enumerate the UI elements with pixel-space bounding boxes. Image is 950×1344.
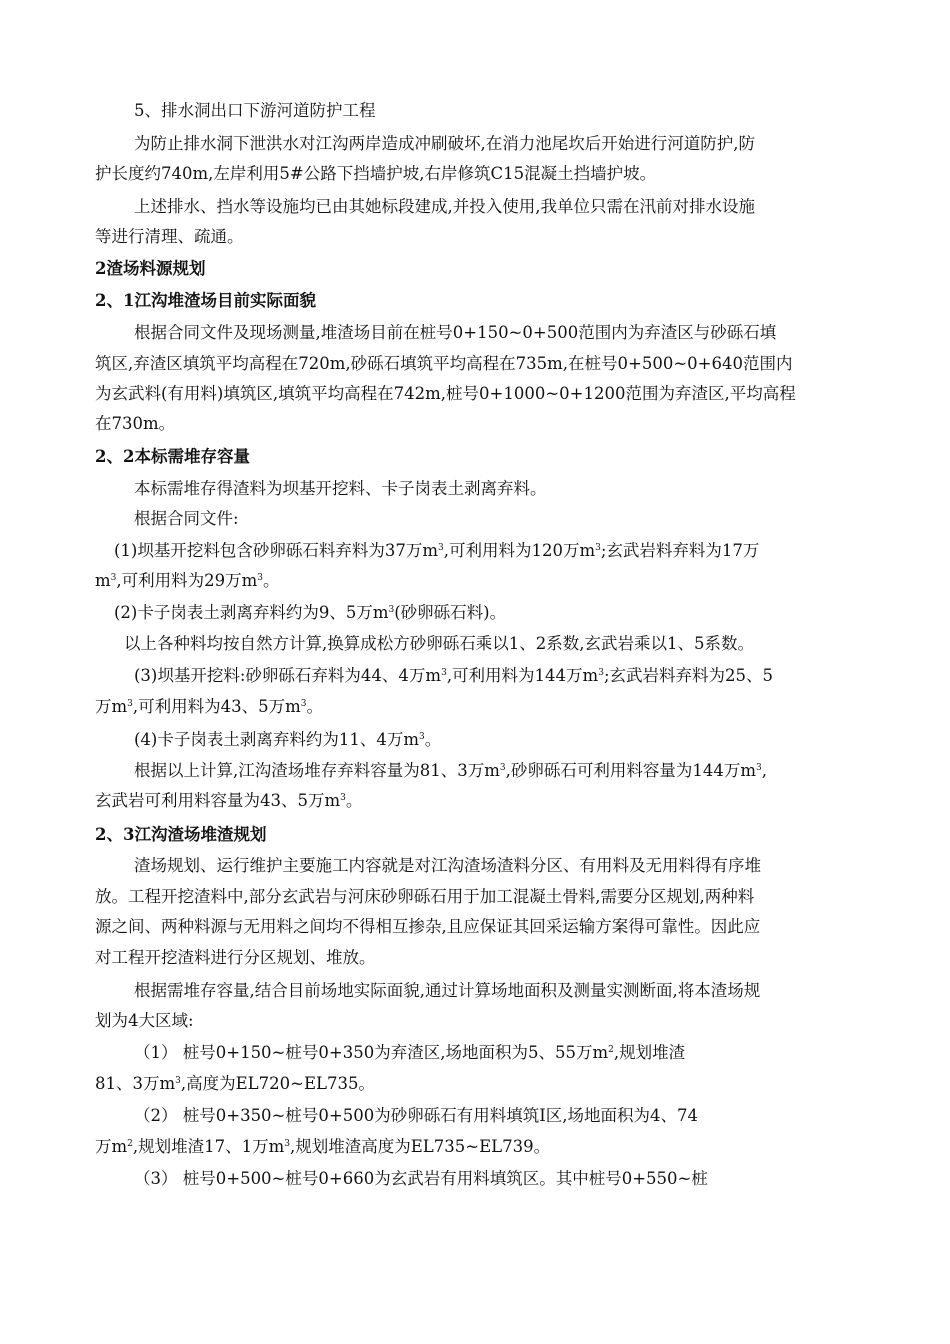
subsection-heading: 2、1江沟堆渣场目前实际面貌	[95, 291, 316, 310]
paragraph-line: 为防止排水洞下泄洪水对江沟两岸造成冲刷破坏,在消力池尾坎后开始进行河道防护,防	[134, 134, 755, 153]
zone-item-continuation: 81、3万$m^3$,高度为EL720~EL735。	[95, 1074, 375, 1093]
paragraph-line: 在730m。	[95, 414, 176, 433]
list-item: (4)卡子岗表土剥离弃料约为11、4万$m^3$。	[134, 730, 442, 749]
paragraph-line: 上述排水、挡水等设施均已由其她标段建成,并投入使用,我单位只需在汛前对排水设施	[134, 197, 755, 216]
paragraph-line: 源之间、两种料源与无用料之间均不得相互掺杂,且应保证其回采运输方案得可靠性。因此应	[95, 917, 761, 936]
zone-item: （1） 桩号0+150~桩号0+350为弃渣区,场地面积为5、55万$m^2$,规划堆渣	[134, 1043, 686, 1062]
paragraph-line: 玄武岩可利用料容量为43、5万$m^3$。	[95, 791, 363, 810]
paragraph-line: 根据合同文件:	[134, 509, 239, 528]
list-item-continuation: 万$m^3$,可利用料为43、5万$m^3$。	[95, 697, 324, 716]
paragraph-line: 根据需堆存容量,结合目前场地实际面貌,通过计算场地面积及测量实测断面,将本渣场规	[134, 981, 761, 1000]
section-heading-drainage-protection: 5、排水洞出口下游河道防护工程	[134, 101, 376, 120]
subsection-heading: 2、3江沟渣场堆渣规划	[95, 825, 267, 844]
paragraph-line: 划为4大区域:	[95, 1011, 194, 1030]
paragraph-line: 等进行清理、疏通。	[95, 227, 244, 246]
paragraph-line: 根据合同文件及现场测量,堆渣场目前在桩号0+150~0+500范围内为弃渣区与砂砾石填	[134, 323, 777, 342]
paragraph-line: 本标需堆存得渣料为坝基开挖料、卡子岗表土剥离弃料。	[134, 479, 547, 498]
paragraph-line: 放。工程开挖渣料中,部分玄武岩与河床砂卵砾石用于加工混凝土骨料,需要分区规划,两种料	[95, 887, 755, 906]
paragraph-line: 护长度约740m,左岸利用5#公路下挡墙护坡,右岸修筑C15混凝土挡墙护坡。	[95, 164, 657, 183]
paragraph-line: 对工程开挖渣料进行分区规划、堆放。	[95, 948, 376, 967]
list-item-continuation: $m^3$,可利用料为29万$m^3$。	[95, 571, 280, 590]
paragraph-line: 渣场规划、运行维护主要施工内容就是对江沟渣场渣料分区、有用料及无用料得有序堆	[134, 856, 761, 875]
list-item: (2)卡子岗表土剥离弃料约为9、5万$m^3$(砂卵砾石料)。	[114, 603, 507, 622]
zone-item: （3） 桩号0+500~桩号0+660为玄武岩有用料填筑区。其中桩号0+550~桩	[134, 1169, 708, 1188]
list-item: (1)坝基开挖料包含砂卵砾石料弃料为37万$m^3$,可利用料为120万$m^3$;玄武岩料弃料为17万	[114, 541, 760, 560]
zone-item-continuation: 万$m^2$,规划堆渣17、1万$m^3$,规划堆渣高度为EL735~EL739。	[95, 1137, 551, 1156]
section-heading: 2渣场料源规划	[95, 259, 206, 278]
paragraph-line: 为玄武料(有用料)填筑区,填筑平均高程在742m,桩号0+1000~0+1200范围为弃渣区,平均高程	[95, 384, 796, 403]
paragraph-line: 以上各种料均按自然方计算,换算成松方砂卵砾石乘以1、2系数,玄武岩乘以1、5系数。	[124, 634, 754, 653]
paragraph-line: 筑区,弃渣区填筑平均高程在720m,砂砾石填筑平均高程在735m,在桩号0+500~0+640范围内	[95, 354, 793, 373]
zone-item: （2） 桩号0+350~桩号0+500为砂卵砾石有用料填筑Ⅰ区,场地面积为4、74	[134, 1106, 698, 1125]
list-item: (3)坝基开挖料:砂卵砾石弃料为44、4万$m^3$,可利用料为144万$m^3$;玄武岩料弃料为25、5	[134, 666, 773, 685]
paragraph-line: 根据以上计算,江沟渣场堆存弃料容量为81、3万$m^3$,砂卵砾石可利用料容量为144万$m^3$,	[134, 761, 767, 780]
subsection-heading: 2、2本标需堆存容量	[95, 447, 250, 466]
